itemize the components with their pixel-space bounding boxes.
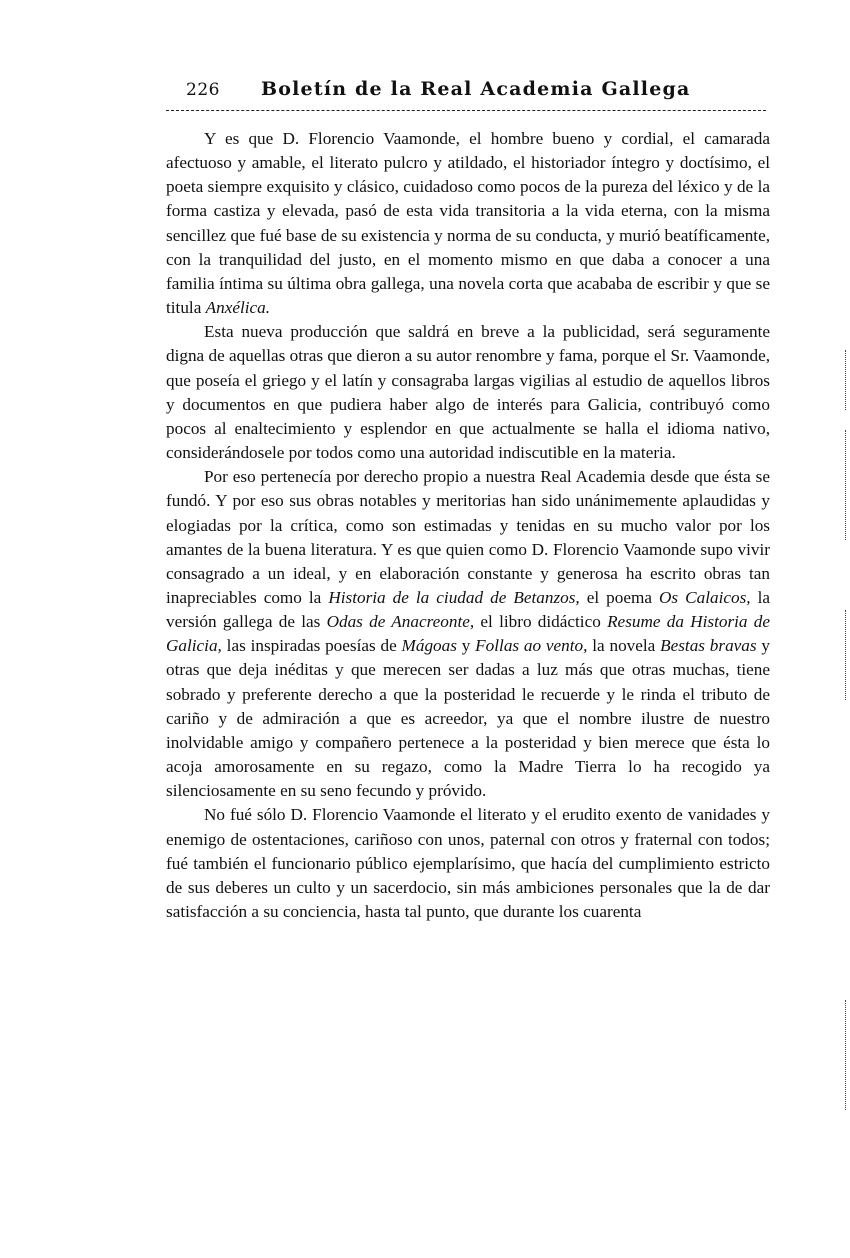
text-run: la versión gallega de las [166,587,770,632]
italic-title: Resume da Historia de Galicia, [166,612,770,656]
page-number: 226 [186,80,220,100]
margin-mark [845,1000,847,1110]
body-text [166,127,770,924]
italic-title: Bestas bravas [660,636,757,656]
text-run: el libro didáctico [474,612,608,632]
italic-title: Anxélica. [205,298,271,318]
italic-title: Historia de la ciudad de Betanzos, [328,587,580,607]
paragraph [166,465,770,803]
text-run: y otras que deja inéditas y que merecen ser dadas a luz más que otras muchas, tiene sobrado y preferente derecho a que la posteridad le recuerde y le rinda el tributo de cariño y de admiración a que es acreedor, ya que el nombre ilustre de nuestro inolvidable amigo y compañero pertenece a la posteridad y bien merece que ésta lo acoja amorosamente en su regazo, como la Madre Tierra lo ha recogido ya silenciosamente en su seno fecundo y próvido. [166,636,771,801]
scan-margin-marks [845,350,847,1110]
paragraph [166,320,770,465]
text-run: las inspiradas poesías de [221,636,402,656]
paragraph [166,127,770,320]
text-run: Esta nueva producción que saldrá en breve a la publicidad, será seguramente digna de aquellas otras que dieron a su autor renombre y fama, porque el Sr. Vaamonde, que poseía el griego y el latín y consagraba largas vigilias al estudio de aquellos libros y documentos en que pudiera haber algo de interés para Galicia, contribuyó como pocos al enaltecimiento y esplendor en que actualmente se halla el idioma nativo, considerándosele por todos como una autoridad indiscutible en la materia. [166,322,770,463]
margin-mark [845,350,847,410]
margin-mark [845,430,847,540]
italic-title: Os Calaicos, [659,587,751,607]
italic-title: Follas ao vento, [475,636,588,656]
running-title: Boletín de la Real Academia Gallega [261,78,691,100]
italic-title: Odas de Anacreonte, [326,612,475,632]
text-run: Y es que D. Florencio Vaamonde, el hombre bueno y cordial, el camarada afectuoso y amable, el literato pulcro y atildado, el historiador íntegro y doctísimo, el poeta siempre exquisito y clásico, cuidadoso como pocos de la pureza del léxico y de la forma castiza y elevada, pasó de esta vida transitoria a la vida eterna, con la misma sencillez que fué base de su existencia y norma de su conducta, y murió beatíficamente, con la tranquilidad del justo, en el momento mismo en que daba a conocer a una familia íntima su última obra gallega, una novela corta que acababa de escribir y que se titula [166,129,770,318]
margin-mark [845,610,847,700]
text-run: Por eso pertenecía por derecho propio a nuestra Real Academia desde que ésta se fundó. Y por eso sus obras notables y meritorias han sido unánimemente aplaudidas y elogiadas por la crítica, como son estimadas y tenidas en su mucho valor por los amantes de la buena literatura. Y es que quien como D. Florencio Vaamonde supo vivir consagrado a un ideal, y en elaboración constante y generosa ha escrito obras tan inapreciables como la [166,467,770,607]
text-run: No fué sólo D. Florencio Vaamonde el literato y el erudito exento de vanidades y enemigo de ostentaciones, cariñoso con unos, paternal con otros y fraternal con todos; fué también el funcionario público ejemplarísimo, que hacía del cumplimiento estricto de sus deberes un culto y un sacerdocio, sin más ambiciones personales que la de dar satisfacción a su conciencia, hasta tal punto, que durante los cuarenta [166,805,770,921]
italic-title: Mágoas [401,636,457,656]
text-run: la novela [587,636,661,656]
header-rule [166,110,766,111]
text-run: y [456,636,476,656]
paragraph [166,803,770,924]
text-run: el poema [579,587,660,607]
page-header [166,78,766,108]
